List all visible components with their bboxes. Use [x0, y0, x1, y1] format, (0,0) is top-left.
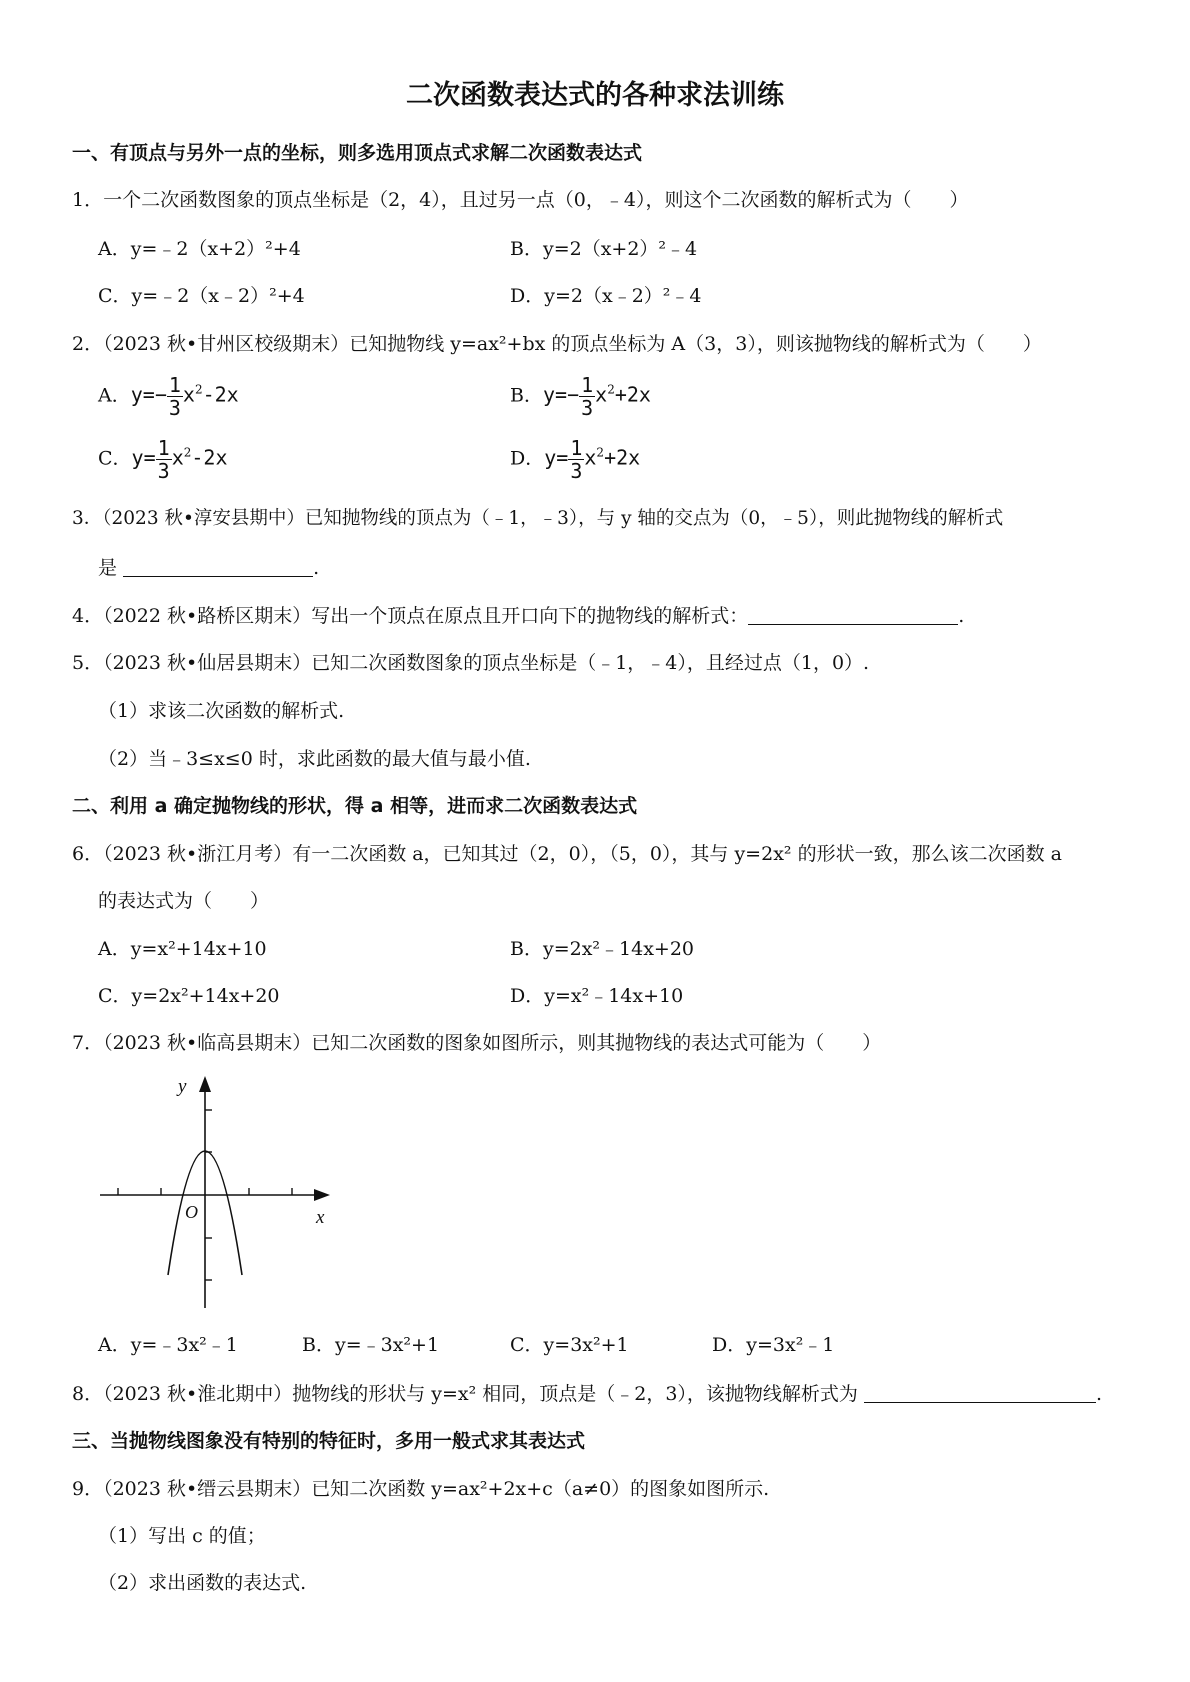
question-9-part-2: （2）求出函数的表达式. [98, 1572, 307, 1594]
question-3-answer-line: 是 . [98, 557, 320, 579]
origin-label: O [185, 1202, 198, 1222]
question-1-option-b: B．y=2（x+2）²﹣4 [510, 238, 698, 260]
question-6-option-d: D．y=x²﹣14x+10 [510, 985, 684, 1007]
question-6-stem-line-2: 的表达式为（ ） [98, 890, 270, 912]
question-1-stem: 1．一个二次函数图象的顶点坐标是（2，4），且过另一点（0，﹣4），则这个二次函数的解析式为（ ） [72, 189, 969, 211]
question-9-stem: 9．（2023 秋•缙云县期末）已知二次函数 y=ax²+2x+c（a≠0）的图象如图所示. [72, 1478, 770, 1500]
question-6-option-c: C．y=2x²+14x+20 [98, 985, 280, 1007]
question-1-option-a: A．y=﹣2（x+2）²+4 [98, 238, 301, 260]
answer-blank[interactable] [748, 606, 958, 625]
fraction: $\frac{1}{3}$ [581, 373, 594, 420]
question-6-stem-line-1: 6．（2023 秋•浙江月考）有一二次函数 a，已知其过（2，0），（5，0），其与 y=2x² 的形状一致，那么该二次函数 a [72, 843, 1062, 865]
section-1-heading: 一、有顶点与另外一点的坐标，则多选用顶点式求解二次函数表达式 [72, 142, 643, 164]
fraction: $\frac{1}{3}$ [168, 373, 181, 420]
question-4: 4．（2022 秋•路桥区期末）写出一个顶点在原点且开口向下的抛物线的解析式： . [72, 605, 965, 627]
question-1-option-d: D．y=2（x﹣2）²﹣4 [510, 285, 702, 307]
question-5-stem: 5．（2023 秋•仙居县期末）已知二次函数图象的顶点坐标是（﹣1，﹣4），且经过点（1，0）. [72, 652, 870, 674]
question-6-option-a: A．y=x²+14x+10 [98, 938, 267, 960]
question-7-stem: 7．（2023 秋•临高县期末）已知二次函数的图象如图所示，则其抛物线的表达式可能为（ ） [72, 1032, 882, 1054]
page-title: 二次函数表达式的各种求法训练 [406, 80, 784, 111]
y-axis-label: y [178, 1076, 187, 1097]
question-6-option-b: B．y=2x²﹣14x+20 [510, 938, 695, 960]
x-axis-arrow [314, 1189, 330, 1201]
question-1-option-c: C．y=﹣2（x﹣2）²+4 [98, 285, 305, 307]
question-7-option-b: B．y=﹣3x²+1 [302, 1334, 440, 1356]
section-3-heading: 三、当抛物线图象没有特别的特征时，多用一般式求其表达式 [72, 1430, 586, 1452]
question-7-option-a: A．y=﹣3x²﹣1 [98, 1334, 238, 1356]
fraction: $\frac{1}{3}$ [157, 436, 170, 483]
question-5-part-1: （1）求该二次函数的解析式. [98, 700, 345, 722]
question-7-option-c: C．y=3x²+1 [510, 1334, 629, 1356]
question-2-option-d: D．y= $\frac{1}{3}$ $x^2+2x$ [510, 436, 641, 483]
question-2-option-a: A．y=− $\frac{1}{3}$ $x^2-2x$ [98, 373, 239, 420]
x-axis-label: x [316, 1207, 325, 1228]
question-5-part-2: （2）当﹣3≤x≤0 时，求此函数的最大值与最小值. [98, 748, 531, 770]
fraction: $\frac{1}{3}$ [570, 436, 583, 483]
parabola-graph [90, 1068, 340, 1318]
question-2-option-c: C．y= $\frac{1}{3}$ $x^2-2x$ [98, 436, 228, 483]
y-axis-arrow [199, 1076, 211, 1092]
question-7-option-d: D．y=3x²﹣1 [712, 1334, 835, 1356]
question-3-stem: 3．（2023 秋•淳安县期中）已知抛物线的顶点为（﹣1，﹣3），与 y 轴的交点为（0，﹣5），则此抛物线的解析式 [72, 508, 1004, 529]
answer-blank[interactable] [864, 1384, 1096, 1403]
question-2-option-b: B．y=− $\frac{1}{3}$ $x^2+2x$ [510, 373, 651, 420]
answer-blank[interactable] [123, 558, 313, 577]
question-9-part-1: （1）写出 c 的值； [98, 1525, 266, 1547]
question-8: 8．（2023 秋•淮北期中）抛物线的形状与 y=x² 相同，顶点是（﹣2，3），该抛物线解析式为 . [72, 1383, 1103, 1405]
section-2-heading: 二、利用 a 确定抛物线的形状，得 a 相等，进而求二次函数表达式 [72, 795, 638, 817]
question-2-stem: 2．（2023 秋•甘州区校级期末）已知抛物线 y=ax²+bx 的顶点坐标为 A（3，3），则该抛物线的解析式为（ ） [72, 333, 1042, 355]
